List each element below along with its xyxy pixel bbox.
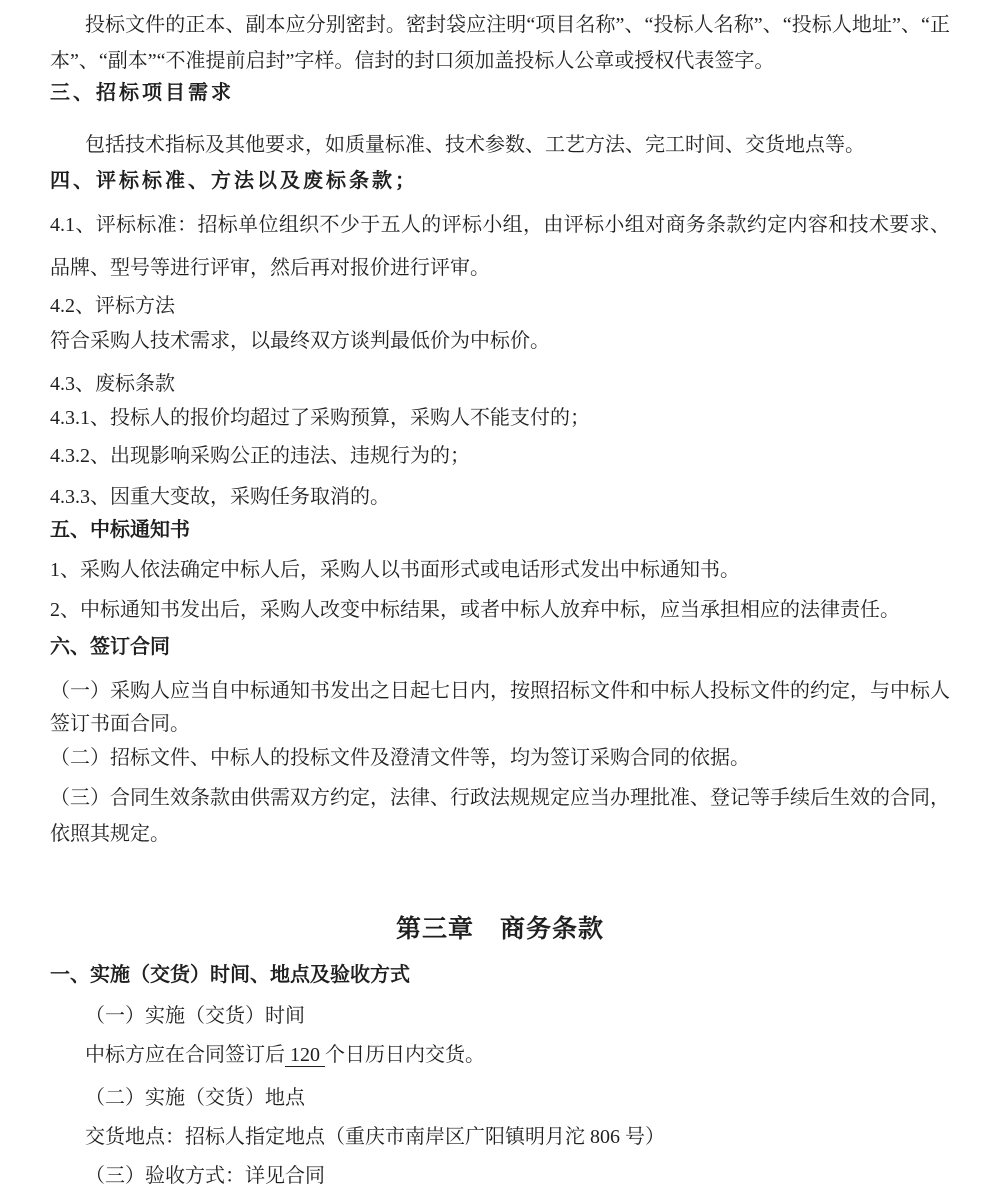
heading-section3-tender-requirements: 三、招标项目需求: [50, 82, 234, 104]
para-4-2-method-detail: 符合采购人技术需求，以最终双方谈判最低价为中标价。: [50, 330, 550, 352]
para-4-1-criteria-line2: 品牌、型号等进行评审，然后再对报价进行评审。: [50, 257, 490, 279]
delivery-deadline-text-after: 个日历日内交货。: [325, 1044, 485, 1066]
subheading-delivery-time: （一）实施（交货）时间: [85, 1005, 305, 1027]
para-contract-2: （二）招标文件、中标人的投标文件及澄清文件等，均为签订采购合同的依据。: [50, 747, 750, 769]
heading-section6-contract-signing: 六、签订合同: [50, 636, 170, 658]
subheading-delivery-place: （二）实施（交货）地点: [85, 1087, 305, 1109]
para-sealing-instructions-line1: 投标文件的正本、副本应分别密封。密封袋应注明“项目名称”、“投标人名称”、“投标人地址”、“正: [85, 14, 950, 36]
heading-section4-evaluation-criteria: 四、评标标准、方法以及废标条款；: [50, 170, 418, 192]
para-award-notice-2: 2、中标通知书发出后，采购人改变中标结果，或者中标人放弃中标，应当承担相应的法律责任。: [50, 599, 900, 621]
para-technical-indicators: 包括技术指标及其他要求，如质量标准、技术参数、工艺方法、完工时间、交货地点等。: [85, 134, 865, 156]
delivery-days-value: 120: [285, 1044, 325, 1067]
para-4-3-2: 4.3.2、出现影响采购公正的违法、违规行为的；: [50, 445, 470, 467]
para-4-2-method: 4.2、评标方法: [50, 295, 175, 317]
para-contract-3-line1: （三）合同生效条款由供需双方约定，法律、行政法规规定应当办理批准、登记等手续后生效的合同，: [50, 787, 950, 809]
para-award-notice-1: 1、采购人依法确定中标人后，采购人以书面形式或电话形式发出中标通知书。: [50, 559, 740, 581]
chapter3-title-commercial-terms: 第三章 商务条款: [395, 916, 604, 943]
para-4-1-criteria-line1: 4.1、评标标准：招标单位组织不少于五人的评标小组，由评标小组对商务条款约定内容和技术要求、: [50, 214, 950, 236]
heading-section5-award-notice: 五、中标通知书: [50, 519, 190, 541]
para-delivery-deadline: [50, 1042, 950, 1068]
para-sealing-instructions-line2: 本”、“副本”“不准提前启封”字样。信封的封口须加盖投标人公章或授权代表签字。: [50, 50, 775, 72]
para-contract-1-line1: （一）采购人应当自中标通知书发出之日起七日内，按照招标文件和中标人投标文件的约定，与中标人: [50, 680, 950, 702]
para-delivery-address: 交货地点：招标人指定地点（重庆市南岸区广阳镇明月沱 806 号）: [85, 1126, 665, 1148]
para-contract-1-line2: 签订书面合同。: [50, 713, 190, 735]
para-4-3-1: 4.3.1、投标人的报价均超过了采购预算，采购人不能支付的；: [50, 407, 590, 429]
para-4-3-3: 4.3.3、因重大变故，采购任务取消的。: [50, 486, 390, 508]
para-4-3-rejection-clauses: 4.3、废标条款: [50, 373, 175, 395]
para-contract-3-line2: 依照其规定。: [50, 823, 170, 845]
heading-delivery-time-place-acceptance: 一、实施（交货）时间、地点及验收方式: [50, 964, 410, 986]
subheading-acceptance-method: （三）验收方式：详见合同: [85, 1165, 325, 1187]
delivery-deadline-text-before: 中标方应在合同签订后: [85, 1044, 285, 1066]
